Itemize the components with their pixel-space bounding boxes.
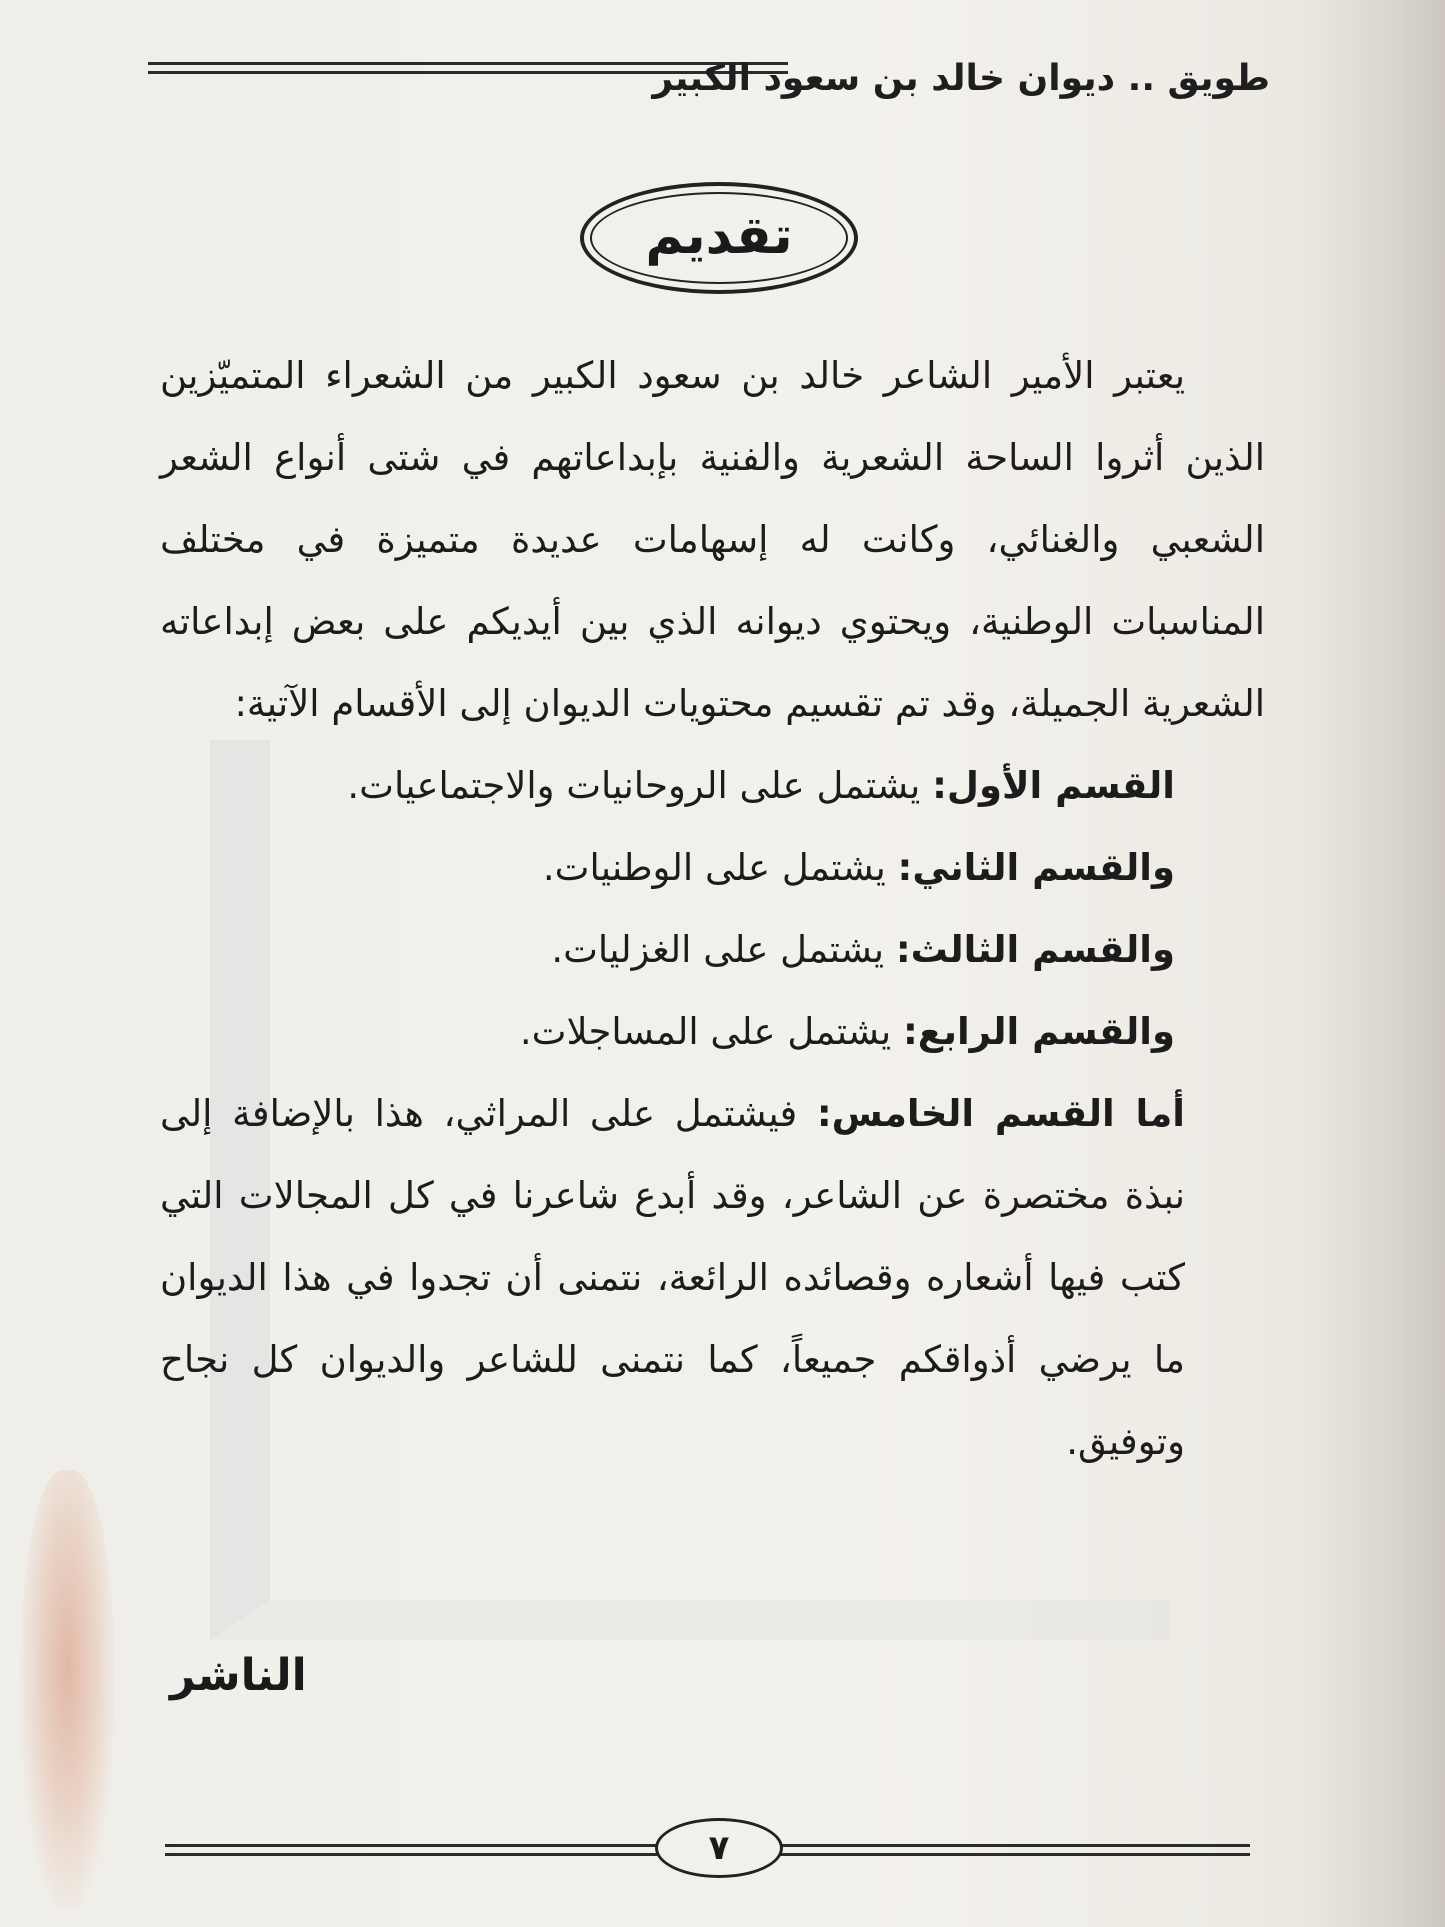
section-text: يشتمل على الغزليات. [551,928,896,971]
section-label: القسم الأول: [932,764,1175,807]
footer-rule-right [780,1844,1250,1856]
section-item-1 [160,745,1265,827]
spine-shadow [1305,0,1445,1927]
section-text: يشتمل على المساجلات. [519,1010,903,1053]
running-header: طويق .. ديوان خالد بن سعود الكبير [652,58,1270,99]
body-text [160,335,1265,1483]
closing-text: فيشتمل على المراثي، هذا بالإضافة إلى نبذة مختصرة عن الشاعر، وقد أبدع شاعرنا في كل المجالات التي كتب فيها أشعاره وقصائده الرائعة، نتمنى أن تجدوا في هذا الديوان ما يرضي أذواقكم جميعاً، كما نتمنى للشاعر والديوان كل نجاح وتوفيق. [160,1092,1185,1463]
publisher-signature: الناشر [170,1650,307,1701]
section-label: والقسم الثاني: [897,846,1175,889]
section-item-4 [160,991,1265,1073]
page-number: ٧ [655,1818,783,1878]
section-text: يشتمل على الروحانيات والاجتماعيات. [347,764,933,807]
section-item-3 [160,909,1265,991]
section-label: أما القسم الخامس: [816,1092,1185,1135]
closing-paragraph [160,1073,1265,1483]
page-stain [20,1470,115,1910]
section-label: والقسم الرابع: [903,1010,1175,1053]
footer-rule-left [165,1844,657,1856]
page-title: تقديم [645,206,793,266]
section-label: والقسم الثالث: [895,928,1175,971]
intro-paragraph: يعتبر الأمير الشاعر خالد بن سعود الكبير من الشعراء المتميّزين الذين أثروا الساحة الشعرية والفنية بإبداعاتهم في شتى أنواع الشعر الشعبي والغنائي، وكانت له إسهامات عديدة متميزة في مختلف المناسبات الوطنية، ويحتوي ديوانه الذي بين أيديكم على بعض إبداعاته الشعرية الجميلة، وقد تم تقسيم محتويات الديوان إلى الأقسام الآتية: [160,354,1265,725]
title-frame [580,182,858,294]
section-text: يشتمل على الوطنيات. [542,846,898,889]
section-item-2 [160,827,1265,909]
